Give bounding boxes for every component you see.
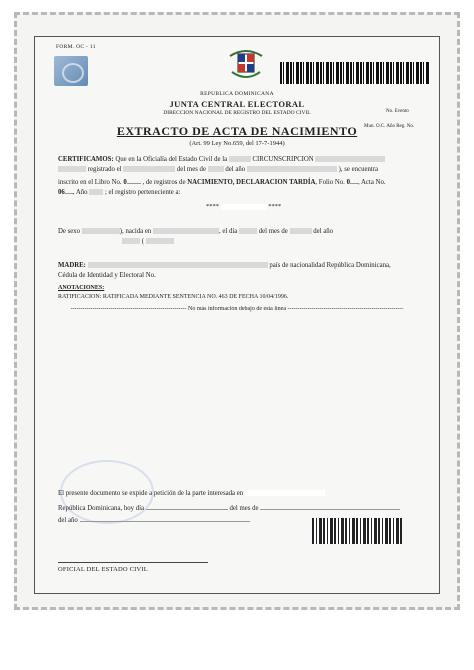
annotation-ratificacion: RATIFICACION: RATIFICADA MEDIANTE SENTENCIA NO. 463 DE FECHA 10/04/1996. bbox=[58, 294, 289, 300]
civil-registry-officer-label: OFICIAL DEL ESTADO CIVIL bbox=[58, 566, 148, 573]
no-more-info-line: ---------------------------------------------------------- No más información debajo de esta línea ---------------------------------------------------------- bbox=[70, 306, 404, 312]
no-evento-label: No. Evento bbox=[386, 109, 409, 114]
redacted-field bbox=[122, 238, 140, 244]
redacted-field bbox=[146, 238, 174, 244]
redacted-field bbox=[58, 166, 86, 172]
redacted-field bbox=[229, 156, 251, 162]
security-stamp-icon bbox=[54, 56, 88, 86]
redacted-field bbox=[208, 166, 224, 172]
birth-line-2: ( bbox=[122, 238, 174, 245]
registrant-name: **** **** bbox=[206, 203, 282, 210]
redacted-field bbox=[245, 490, 325, 496]
cedula-line: Cédula de Identidad y Electoral No. bbox=[58, 272, 156, 279]
directorate-name: DIRECCION NACIONAL DE REGISTRO DEL ESTADO CIVIL bbox=[163, 110, 311, 116]
institution-name: JUNTA CENTRAL ELECTORAL bbox=[169, 99, 305, 109]
certify-line-4: 06 , Año ; el registro perteneciente a: bbox=[58, 186, 180, 196]
issue-line-1: El presente documento se expide a petición de la parte interesada en bbox=[58, 490, 325, 497]
redacted-field bbox=[247, 166, 337, 172]
issue-line-3: del año bbox=[58, 514, 250, 524]
coat-of-arms-icon bbox=[226, 42, 266, 82]
birth-line-1: De sexo ), nacida en , el día del mes de del año bbox=[58, 228, 334, 235]
annotations-label: ANOTACIONES: bbox=[58, 285, 105, 291]
mother-line: MADRE: país de nacionalidad República Dominicana, bbox=[58, 262, 391, 269]
redacted-field bbox=[82, 228, 120, 234]
country-name: REPUBLICA DOMINICANA bbox=[200, 91, 274, 97]
issue-line-2: República Dominicana, hoy día del mes de bbox=[58, 502, 400, 512]
footer-barcode-icon bbox=[312, 518, 402, 544]
barcode-icon bbox=[280, 62, 430, 84]
redacted-field bbox=[315, 156, 385, 162]
redacted-field bbox=[239, 228, 257, 234]
redacted-field bbox=[123, 166, 175, 172]
certify-line-3: inscrito en el Libro No. 0 , de registros de NACIMIENTO, DECLARACION TARDÍA, Folio No. 0 , Acta No. bbox=[58, 176, 386, 186]
mun-label: Mun. O.C. Año Reg. No. bbox=[364, 124, 415, 129]
signature-line bbox=[58, 562, 208, 563]
certify-line-1: CERTIFICAMOS: Que en la Oficialía del Estado Civil de la CIRCUNSCRIPCION bbox=[58, 156, 385, 163]
law-reference: (Art. 99 Ley No.659, del 17-7-1944) bbox=[189, 140, 285, 147]
redacted-field bbox=[88, 262, 268, 268]
document-title: EXTRACTO DE ACTA DE NACIMIENTO bbox=[116, 124, 358, 138]
redacted-field bbox=[221, 204, 267, 210]
form-id: FORM. OC - 11 bbox=[56, 44, 96, 50]
redacted-field bbox=[153, 228, 219, 234]
redacted-field bbox=[290, 228, 312, 234]
redacted-field bbox=[89, 189, 103, 195]
certify-line-2: registrado el del mes de del año ), se encuentra bbox=[58, 166, 378, 173]
